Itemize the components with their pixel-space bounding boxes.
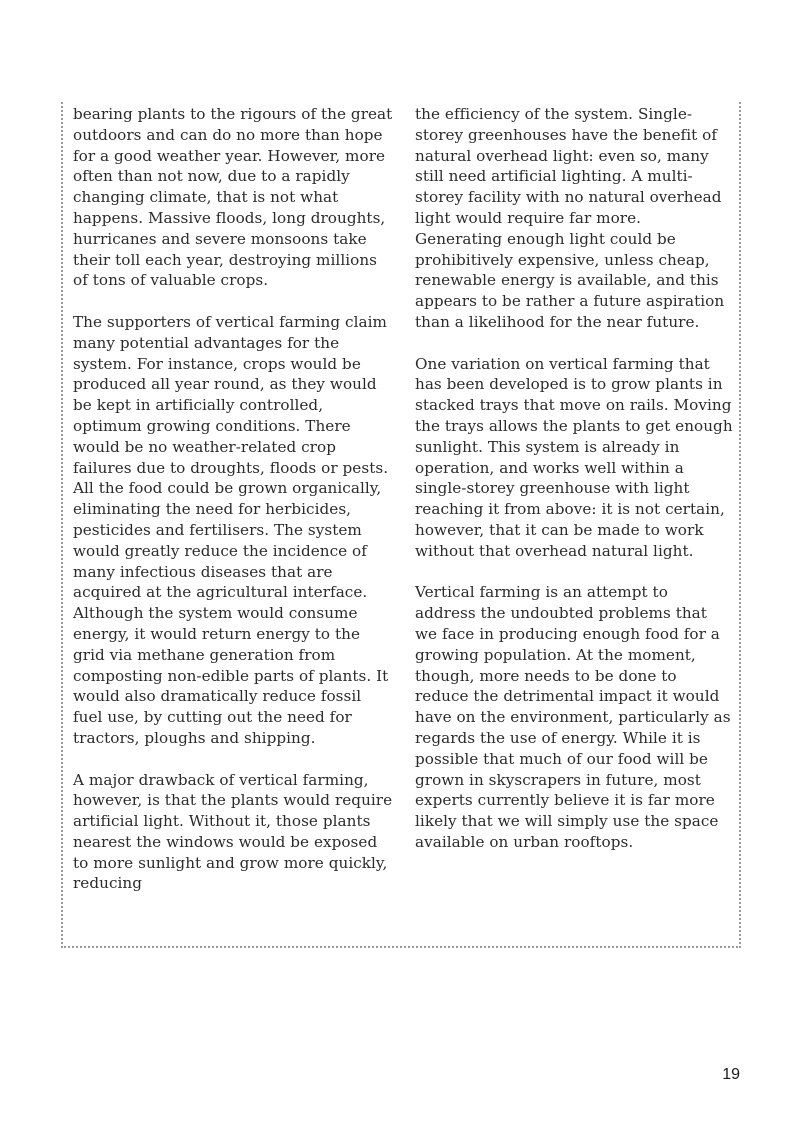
page-number: 19 (722, 1066, 740, 1083)
paragraph: The supporters of vertical farming claim many potential advantages for the system. For instance, crops would be produced all year round, as they would be kept in artificially controlled, optimum growing conditions. There would be no weather-related crop failures due to droughts, floods or pests. All the food could be grown organically, eliminating the need for herbicides, pesticides and fertilisers. The system would greatly reduce the incidence of many infectious diseases that are acquired at the agricultural interface. Although the system would consume energy, it would return energy to the grid via methane generation from composting non-edible parts of plants. It would also dramatically reduce fossil fuel use, by cutting out the need for tractors, ploughs and shipping. (73, 312, 389, 747)
paragraph: bearing plants to the rigours of the great outdoors and can do no more than hope for a good weather year. However, more often than not now, due to a rapidly changing climate, that is not what happens. Massive floods, long droughts, hurricanes and severe monsoons take their toll each year, destroying millions of tons of valuable crops. (73, 105, 393, 290)
paragraph: the efficiency of the system. Single-storey greenhouses have the benefit of natural overhead light: even so, many still need artificial lighting. A multi-storey facility with no natural overhead light would require far more. Generating enough light could be prohibitively expensive, unless cheap, renewable energy is available, and this appears to be rather a future aspiration than a likelihood for the near future. (415, 105, 725, 331)
left-column (73, 104, 395, 915)
right-column (415, 104, 733, 873)
paragraph: Vertical farming is an attempt to address the undoubted problems that we face in producing enough food for a growing population. At the moment, though, more needs to be done to reduce the detrimental impact it would have on the environment, particularly as regards the use of energy. While it is possible that much of our food will be grown in skyscrapers in future, most experts currently believe it is far more likely that we will simply use the space available on urban rooftops. (415, 583, 731, 851)
paragraph: One variation on vertical farming that has been developed is to grow plants in stacked trays that move on rails. Moving the trays allows the plants to get enough sunlight. This system is already in operation, and works well within a single-storey greenhouse with light reaching it from above: it is not certain, however, that it can be made to work without that overhead natural light. (415, 354, 733, 560)
paragraph: A major drawback of vertical farming, however, is that the plants would require artificial light. Without it, those plants nearest the windows would be exposed to more sunlight and grow more quickly, reducing (73, 770, 393, 893)
